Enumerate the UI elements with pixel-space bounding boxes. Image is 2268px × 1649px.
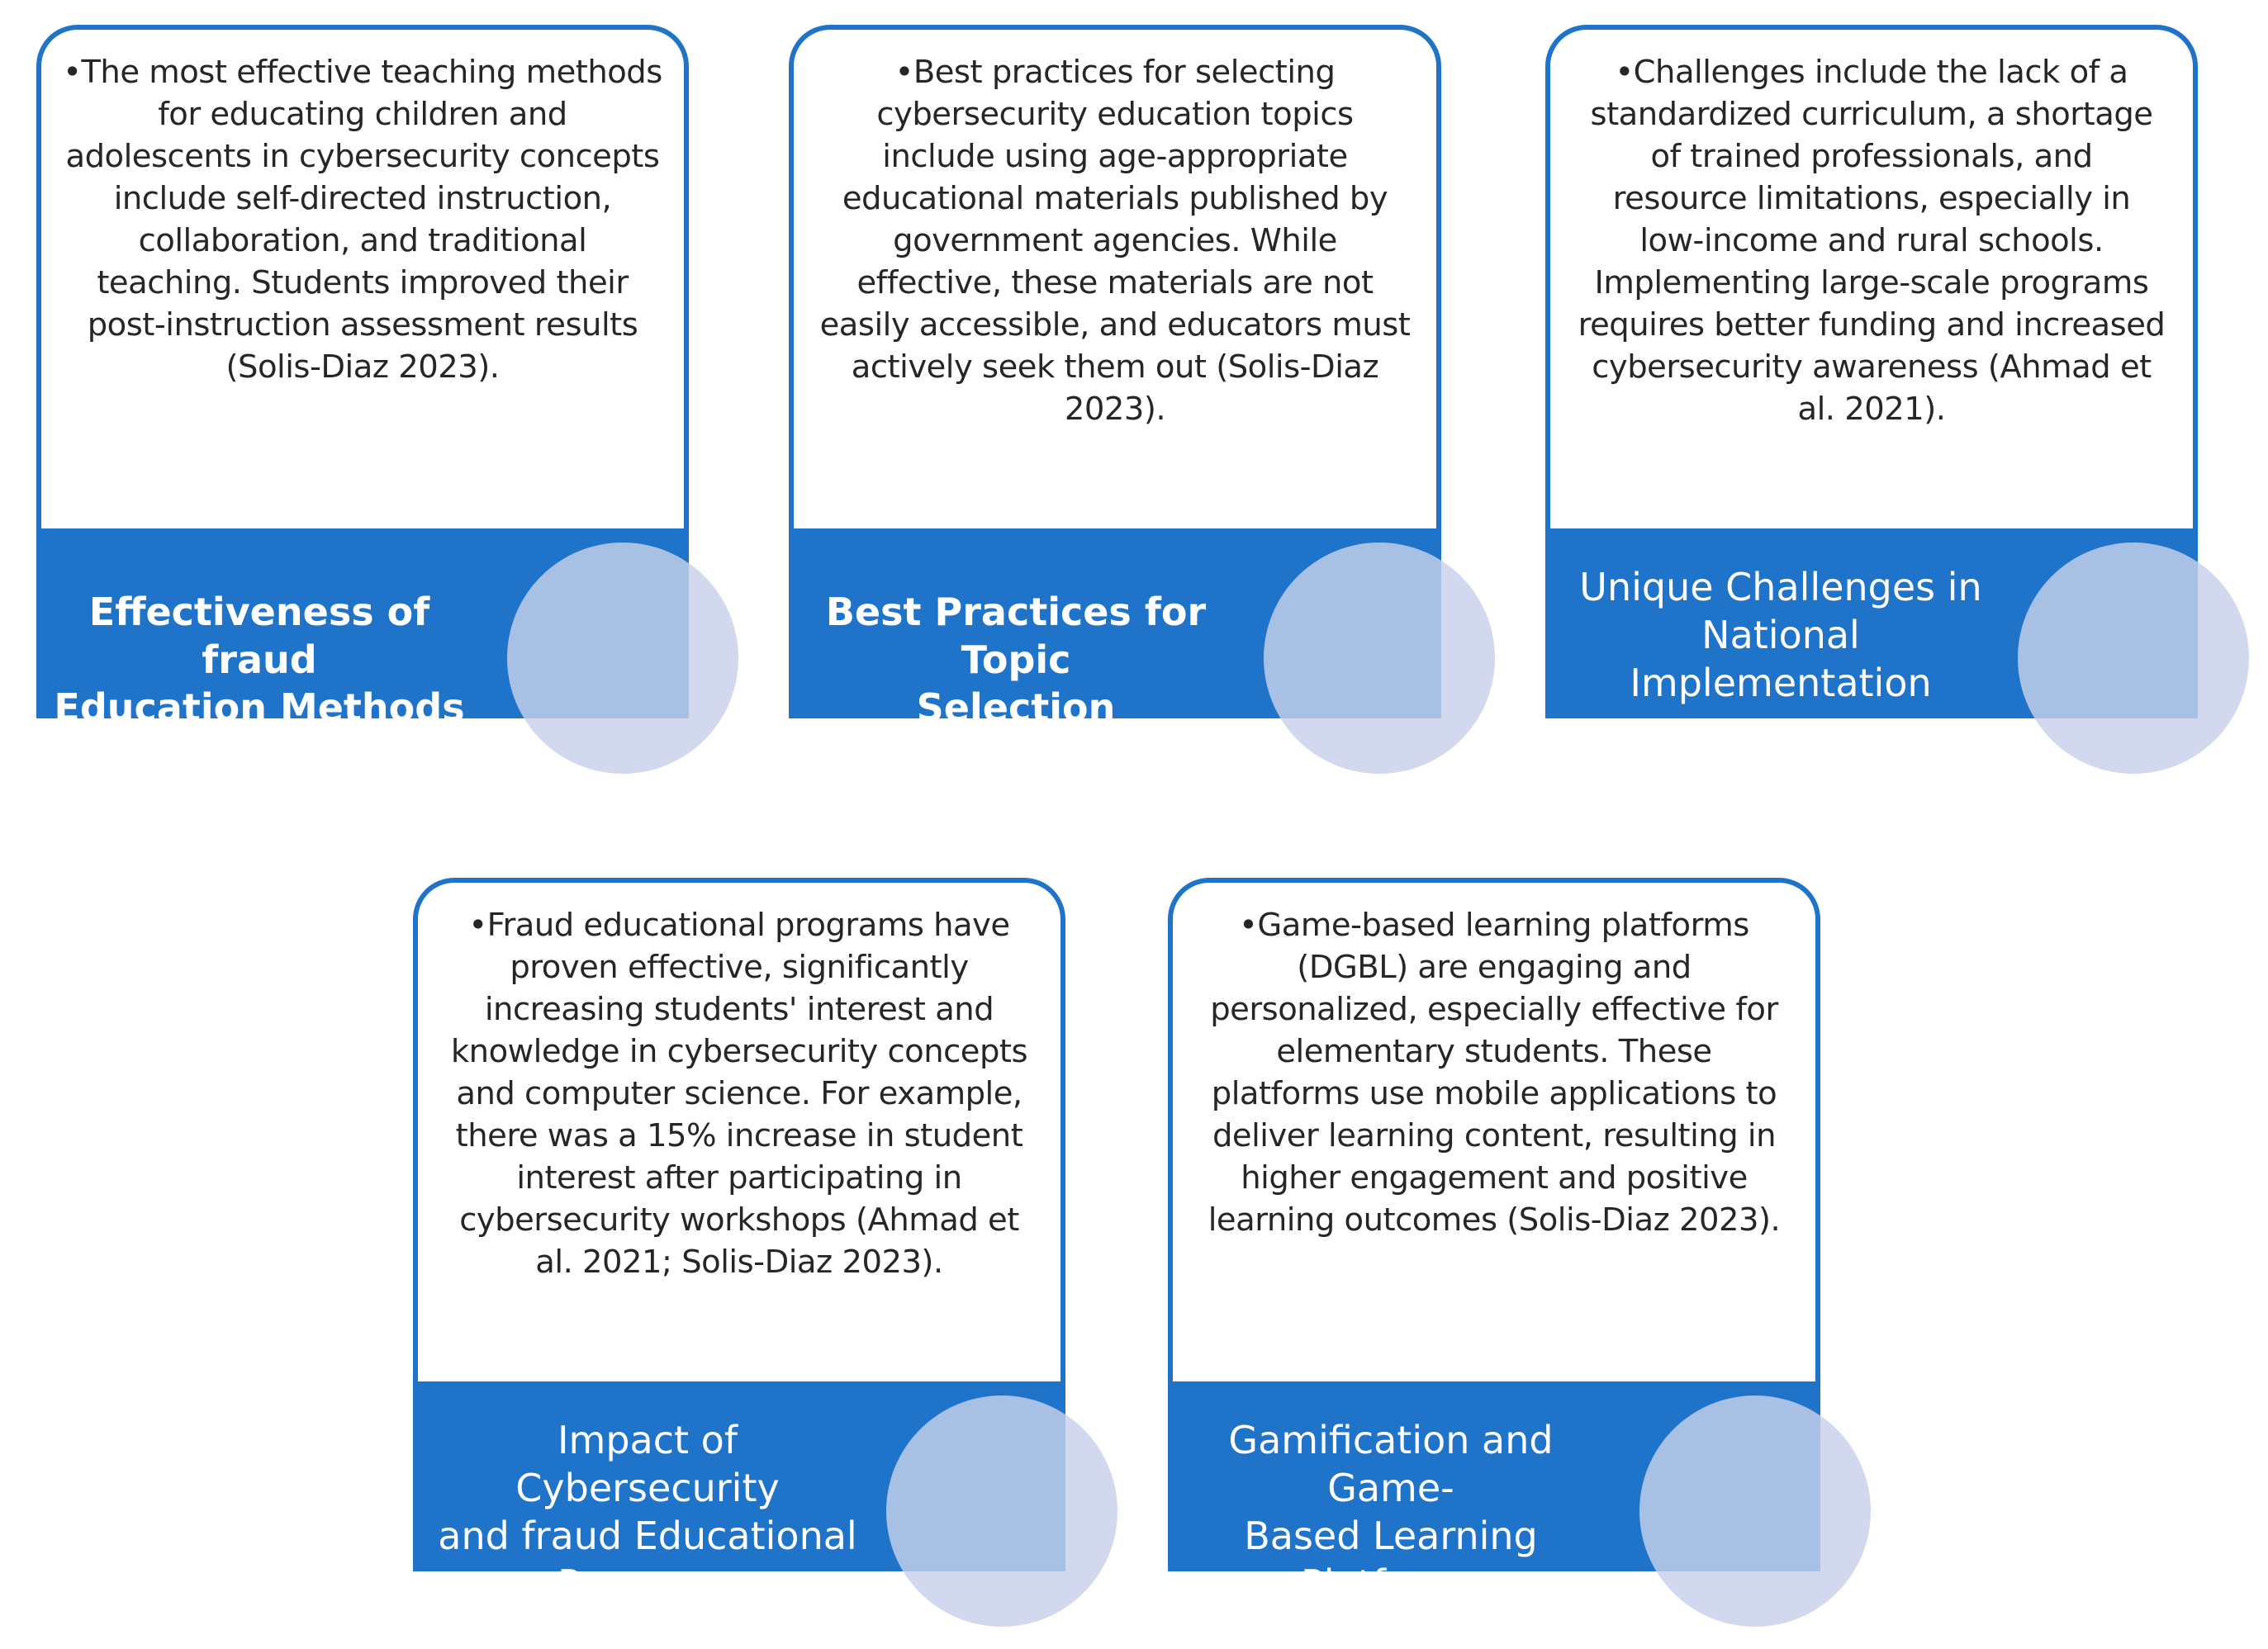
card-title-band <box>789 528 1441 730</box>
card-description <box>789 25 1441 528</box>
card-title-band <box>1545 528 2198 718</box>
bullet-icon: • <box>1239 907 1258 944</box>
card-gamification <box>1168 878 1820 1606</box>
bullet-icon: • <box>894 54 913 91</box>
card-description <box>413 878 1065 1381</box>
card-unique-challenges <box>1545 25 2198 718</box>
card-effectiveness <box>36 25 689 730</box>
card-best-practices <box>789 25 1441 730</box>
card-description-text: Game-based learning platforms (DGBL) are engaging and personalized, especially effective for elementary students. These platforms use mobile applications to deliver learning content, resulting in higher engagement and positive learning outcomes (Solis-Diaz 2023). <box>1208 907 1781 1239</box>
card-title: Effectiveness of fraud Education Methods <box>54 590 465 730</box>
card-title-band <box>36 528 689 730</box>
card-title: Best Practices for Topic Selection <box>825 590 1207 730</box>
card-description-text: Fraud educational programs have proven effective, significantly increasing students' interest and knowledge in cybersecurity concepts and computer science. For example, there was a 15% increase in student interest after participating in cybersecurity workshops (Ahmad et al. 2021; Solis-Diaz 2023). <box>450 907 1028 1281</box>
card-title-band <box>1168 1381 1820 1606</box>
bullet-icon: • <box>468 907 487 944</box>
card-title: Unique Challenges in National Implementation <box>1579 565 1982 705</box>
card-description <box>1545 25 2198 528</box>
card-description <box>1168 878 1820 1381</box>
card-description-text: The most effective teaching methods for educating children and adolescents in cybersecurity concepts include self-directed instruction, collaboration, and traditional teaching. Students improved their post-instruction assessment results (Solis-Diaz 2023). <box>65 54 662 386</box>
card-description <box>36 25 689 528</box>
card-description-text: Best practices for selecting cybersecurity education topics include using age-appropriate educational materials published by government agencies. While effective, these materials are not easily accessible, and educators must actively seek them out (Solis-Diaz 2023). <box>819 54 1411 428</box>
card-description-text: Challenges include the lack of a standardized curriculum, a shortage of trained professionals, and resource limitations, especially in low-income and rural schools. Implementing large-scale programs requires better funding and increased cybersecurity awareness (Ahmad et al. 2021). <box>1578 54 2166 428</box>
card-title-band <box>413 1381 1065 1606</box>
card-title: Gamification and Game- Based Learning Platforms <box>1228 1418 1554 1606</box>
bullet-icon: • <box>1615 54 1634 91</box>
card-impact-programs <box>413 878 1065 1606</box>
bullet-icon: • <box>63 54 82 91</box>
card-title: Impact of Cybersecurity and fraud Educational Programs <box>438 1418 857 1606</box>
